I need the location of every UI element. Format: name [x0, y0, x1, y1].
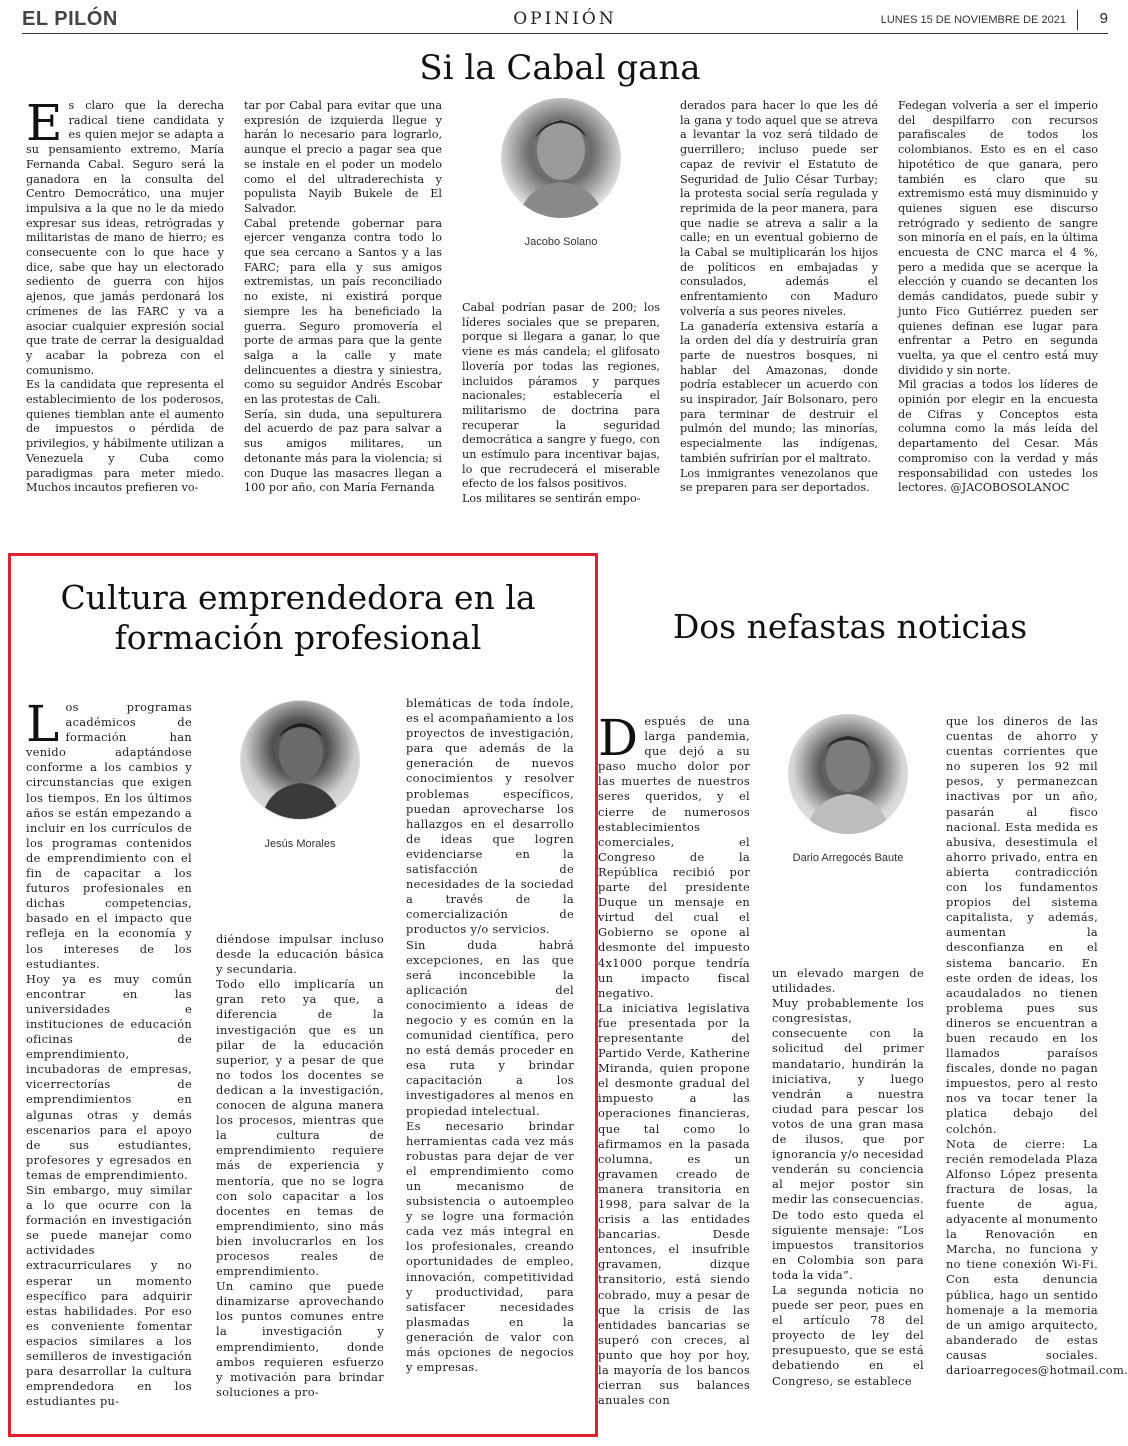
paragraph: espués de una larga pandemia, que dejó a su paso mucho dolor por las muertes de nuestros seres queridos, y el cierre de numerosos establecimientos comerciales, el Congreso de la República recibió por parte del presidente Duque un mensaje en virtud del cual el Gobierno se opone al desmonte del impuesto 4x1000 porque tendría un impacto fiscal negativo.	[598, 714, 750, 1000]
page-number: 9	[1099, 10, 1108, 27]
paragraph: tar por Cabal para evitar que una expresión de izquierda llegue y harán lo necesario para lograrlo, aunque el precio a pagar sea que se instale en el poder un modelo como el del ultraderechista y populista Nayib Bukele de El Salvador.	[244, 99, 442, 215]
paragraph: os programas académicos de formación han venido adaptándose conforme a los cambios y circunstancias que exigen los tiempos. En los últimos años se están empezando a incluir en los currículos de los programas contenidos de emprendimiento con el fin de capacitar a los futuros profesionales en dichas competencias, basado en el impacto que refleja en la economía y los intereses de los estudiantes.	[26, 700, 192, 971]
article-top-author	[462, 98, 660, 258]
article-top-column-5	[898, 99, 1098, 496]
paragraph: La ganadería extensiva estaría a la orden del día y destruiría gran parte de nuestros bosques, ni hablar del Amazonas, donde podría establecer un acuerdo con su inspirador, Jaír Bolsonaro, pero para terminar de destruir el pulmón del mundo; las minorías, especialmente las indígenas, también sufrirían por el maltrato.	[680, 319, 878, 465]
paragraph: Cabal podrían pasar de 200; los líderes sociales que se preparen, porque si llegara a ganar, lo que viene es más candela; el glifosato llovería por todas las regiones, incluidos páramos y parques nacionales; establecería el militarismo de doctrina para recuperar la seguridad democrática a sangre y fuego, con un estímulo para incentivar bajas, lo que recrudecerá el miserable efecto de los falsos positivos.	[462, 301, 660, 491]
article-left-column-2	[216, 932, 384, 1400]
paragraph: Muy probablemente los congresistas, consecuente con la solicitud del primer mandatario, hundirán la iniciativa, y luego vendrán a nuestra ciudad para pescar los votos de una gran masa de ilusos, que por ignorancia y/o necesidad venderán su conciencia al mejor postor sin medir las consecuencias. De todo esto queda el siguiente mensaje: “Los impuestos transitorios en Colombia son para toda la vida”.	[772, 996, 924, 1282]
paragraph: Es necesario brindar herramientas cada vez más robustas para dejar de ver el emprendimiento como un mecanismo de subsistencia o autoempleo y se logre una formación cada vez más integral en los profesionales, creando oportunidades de empleo, innovación, competitividad y productividad, para satisfacer necesidades plasmadas en la generación de valor con más opciones de negocios y empresas.	[406, 1118, 574, 1375]
article-left-dropcap: L	[26, 695, 60, 753]
paragraph: Los militares se sentirán empo-	[462, 492, 641, 506]
article-top-dropcap: E	[26, 94, 63, 152]
paragraph: Mil gracias a todos los líderes de opinión por elegir en la encuesta de Cifras y Conceptos esta columna como la más leída del departamento del Cesar. Más compromiso con la verdad y más responsabilidad con ustedes los lectores. @JACOBOSOLANOC	[898, 378, 1098, 495]
article-right-column-2	[772, 966, 924, 1389]
author-photo	[788, 714, 908, 834]
paragraph: Es la candidata que representa el establecimiento de los poderosos, quienes tiemblan ante el aumento de impuestos o pérdida de privilegios, y hábilmente utilizan a Venezuela y Cuba como paradigmas para meter miedo. Muchos incautos prefieren vo-	[26, 378, 224, 495]
article-right-column-1	[598, 709, 750, 1408]
paragraph: derados para hacer lo que les dé la gana y todo aquel que se atreva a levantar la voz será tildado de guerrillero; incluso puede ser capaz de revivir el Estatuto de Seguridad de Julio César Turbay; la protesta social sería regulada y reprimida de la peor manera, para que nadie se atreva a salir a la calle; en un eventual gobierno de la Cabal se multiplicarán los hijos de políticos en embajadas y consulados, además el enfrentamiento con Maduro volvería a sus peores niveles.	[680, 99, 878, 318]
paragraph: Sin embargo, muy similar a lo que ocurre con la formación en investigación se puede manejar como actividades extracurriculares y no esperar un momento específico para adquirir estas habilidades. Por eso es conveniente fomentar espacios similares a los semilleros de investigación para desarrollar la cultura emprendedora en los estudiantes pu-	[26, 1183, 192, 1409]
issue-date: LUNES 15 DE NOVIEMBRE DE 2021	[880, 14, 1066, 26]
paragraph: s claro que la derecha radical tiene candidata y es quien mejor se adapta a su pensamiento extremo, María Fernanda Cabal. Seguro será la ganadora en la consulta del Centro Democrático, una mujer impulsiva a la que no le da miedo expresar sus ideas, retrógradas y militaristas de mano de hierro; es consecuente con lo que hace y dice, sabe que hay un electorado sediento de guerra con hijos ajenos, que jamás perdonará los crímenes de las FARC y va a asociar cualquier expresión social que trate de cerrar la desigualdad y acabar la pobreza con el comunismo.	[26, 99, 224, 377]
paragraph: Hoy ya es muy común encontrar en las universidades e instituciones de educación oficinas de emprendimiento, incubadoras de empresas, vicerrectorías de emprendimientos en algunas otras y demás escenarios para el apoyo de sus estudiantes, profesores y egresados en temas de emprendimiento.	[26, 971, 192, 1182]
section-title: OPINIÓN	[513, 9, 617, 29]
article-right-dropcap: D	[598, 709, 639, 767]
article-top-column-2	[244, 99, 442, 496]
article-right-title: Dos nefastas noticias	[672, 607, 1028, 646]
article-top-column-3	[462, 301, 660, 507]
paragraph: blemáticas de toda índole, es el acompañamiento a los proyectos de investigación, para que además de la generación de nuevos conocimientos y resolver problemas específicos, puedan aprovecharse los hallazgos en el desarrollo de ideas que logren evidenciarse en la satisfacción de necesidades de la sociedad a través de la comercialización de productos y/o servicios.	[406, 696, 574, 937]
author-name: Dario Arregocés Baute	[792, 852, 904, 864]
paragraph: La segunda noticia no puede ser peor, pues en el artículo 78 del proyecto de ley del presupuesto, que se está debatiendo en el Congreso, se establece	[772, 1282, 924, 1388]
article-left-column-3	[406, 696, 574, 1375]
paragraph: Los inmigrantes venezolanos que se preparen para ser deportados.	[680, 466, 878, 495]
paragraph: Un camino que puede dinamizarse aprovechando los puntos comunes entre la investigación y emprendimiento, donde ambos requieren esfuerzo y motivación para brindar soluciones a pro-	[216, 1279, 384, 1399]
masthead	[22, 8, 1108, 34]
paragraph: Sería, sin duda, una sepulturera del acuerdo de paz para salvar a sus amigos militares, un detonante más para la violencia; si con Duque las masacres llegan a 100 por año, con María Fernanda	[244, 407, 442, 495]
article-left-column-1	[26, 695, 192, 1409]
paragraph: un elevado margen de utilidades.	[772, 966, 924, 996]
article-top-column-1	[26, 94, 224, 496]
article-left-title: Cultura emprendedora en la formación profesional	[60, 578, 536, 657]
author-photo	[240, 700, 360, 820]
article-left-author	[216, 700, 384, 850]
paragraph: Sin duda habrá excepciones, en las que será inconcebible la aplicación del conocimiento a ideas de negocio y es común en la comunidad científica, pero no está demás proceder en esa ruta y brindar capacitación a los investigadores al menos en propiedad intelectual.	[406, 937, 574, 1118]
paragraph: Cabal pretende gobernar para ejercer venganza contra todo lo que sea cercano a Santos y a las FARC; para ella y sus amigos extremistas, un país reconciliado no existe, ni existirá porque siempre les ha beneficiado la guerra. Seguro promovería el porte de armas para que la gente salga a la calle y mate delincuentes a diestra y siniestra, como su seguidor Andrés Escobar en las protestas de Cali.	[244, 216, 442, 407]
author-photo	[501, 98, 621, 218]
header-divider	[1077, 10, 1078, 30]
paragraph: Nota de cierre: La recién remodelada Plaza Alfonso López presenta fractura de losas, la fuente de agua, adyacente al monumento la Renovación en Marcha, no funciona y no tiene conexión Wi-Fi. Con esta denuncia pública, hago un sentido homenaje a la memoria de un amigo arquitecto, abanderado de estas causas sociales. darioarregoces@hotmail.com.	[946, 1136, 1128, 1378]
article-top-title: Si la Cabal gana	[419, 48, 701, 88]
article-right-column-3	[946, 714, 1128, 1378]
paragraph: diéndose impulsar incluso desde la educación básica y secundaria.	[216, 932, 384, 977]
article-right-author	[772, 714, 924, 864]
paragraph: que los dineros de las cuentas de ahorro y cuentas corrientes que no superen los 92 mil pesos, y permanezcan inactivas por un año, pasarán al fisco nacional. Esta medida es abusiva, desestimula el ahorro privado, entra en abierta contradicción con los fundamentos propios del sistema capitalista, y además, aumentan la desconfianza en el sistema bancario. En este orden de ideas, los acaudalados no tienen problema pues sus dineros se encuentran a buen recaudo en los llamados paraísos fiscales, donde no pagan impuestos, pero al resto nos va tocar tener la platica debajo del colchón.	[946, 714, 1098, 1136]
article-top-column-4	[680, 99, 878, 496]
paragraph: La iniciativa legislativa fue presentada por la representante del Partido Verde, Katherine Miranda, quien propone el desmonte gradual del impuesto a las operaciones financieras, que tal como lo afirmamos en la pasada columna, es un gravamen creado de manera transitoria en 1998, para salvar de la crisis a las entidades bancarias. Desde entonces, el insufrible gravamen, dizque transitorio, está siendo cobrado, muy a pesar de que la crisis de las entidades bancarias se superó con creces, al punto que hoy por hoy, la mayoría de los bancos cierran sus balances anuales con	[598, 1000, 750, 1408]
author-name: Jesús Morales	[264, 838, 336, 850]
author-name: Jacobo Solano	[524, 236, 598, 248]
paragraph: Todo ello implicaría un gran reto ya que, a diferencia de la investigación que es un pilar de la educación superior, y a pesar de que no todos los docentes se dedican a la investigación, conocen de alguna manera los procesos, mientras que la cultura de emprendimiento requiere más de experiencia y mentoría, que no se logra con solo capacitar a los docentes en temas de emprendimiento, sino más bien involucrarlos en los procesos reales de emprendimiento.	[216, 977, 384, 1279]
paragraph: Fedegan volvería a ser el imperio del despilfarro con recursos parafiscales de todos los colombianos. Esto es en el caso hipotético de que ganara, pero también es claro que su extremismo está muy disminuido y quienes siguen ese discurso retrógrado y sediento de sangre son minoría en el país, en la última encuesta de CNC marca el 4 %, pero a medida que se acerque la elección y cuando se decanten los demás candidatos, puede subir y junto Fico Gutiérrez pueden ser quienes definan ese lugar para enfrentar a Petro en segunda vuelta, ya que el centro está muy dividido y sin norte.	[898, 99, 1098, 377]
newspaper-logo[interactable]: EL PILÓN	[22, 8, 118, 30]
